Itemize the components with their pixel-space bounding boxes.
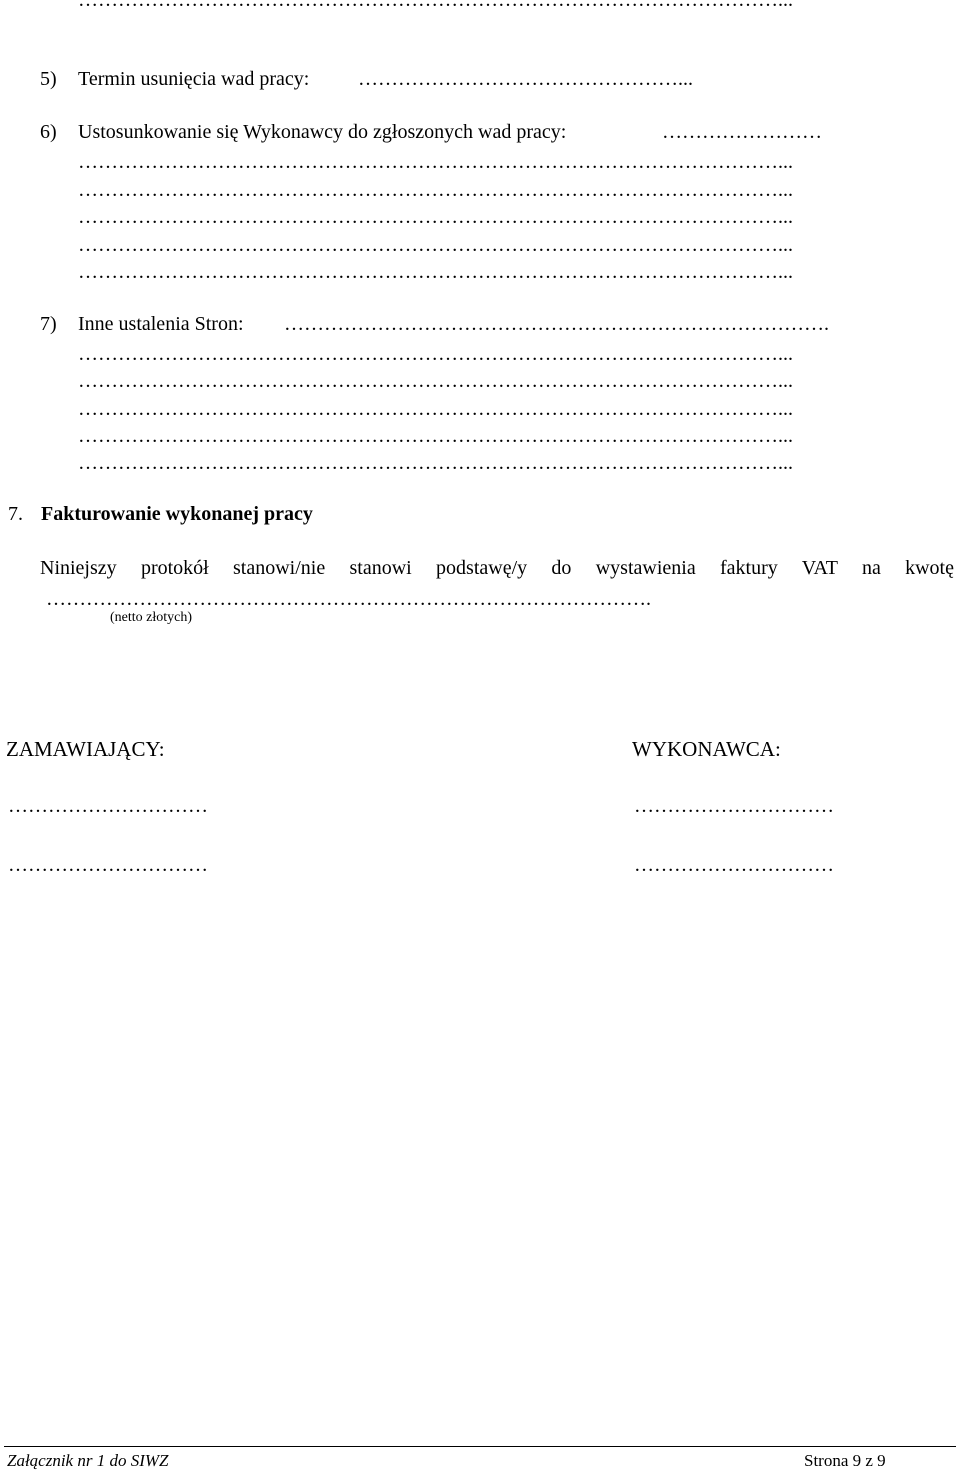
item-6-line-4: ……………………………………………………………………………………………... — [78, 234, 793, 256]
footer-page-number: Strona 9 z 9 — [804, 1451, 886, 1470]
zamawiajacy-signature-line-2: ………………………… — [8, 854, 208, 876]
item-6-line-2: ……………………………………………………………………………………………... — [78, 179, 793, 201]
section-7-paragraph: Niniejszy protokół stanowi/nie stanowi podstawę/y do wystawienia faktury VAT na kwotę — [40, 557, 954, 579]
item-6-fill: …………………… — [662, 121, 822, 143]
item-7-line-5: ……………………………………………………………………………………………... — [78, 452, 793, 474]
wykonawca-signature-line-2: ………………………… — [634, 854, 834, 876]
footer-rule — [4, 1446, 956, 1447]
item-7-number: 7) — [40, 313, 57, 335]
item-6-line-3: ……………………………………………………………………………………………... — [78, 206, 793, 228]
item-6-line-5: ……………………………………………………………………………………………... — [78, 261, 793, 283]
item-5-number: 5) — [40, 68, 57, 90]
item-6-label: Ustosunkowanie się Wykonawcy do zgłoszonych wad pracy: — [78, 121, 567, 143]
section-7-title: Fakturowanie wykonanej pracy — [41, 503, 313, 525]
item-7-line-1: ……………………………………………………………………………………………... — [78, 343, 793, 365]
item-7-line-3: ……………………………………………………………………………………………... — [78, 398, 793, 420]
footer-left: Załącznik nr 1 do SIWZ — [7, 1451, 169, 1470]
item-7-fill: ………………………………………………………………………. — [284, 313, 829, 335]
item-7-label: Inne ustalenia Stron: — [78, 313, 244, 335]
zamawiajacy-title: ZAMAWIAJĄCY: — [6, 737, 165, 761]
wykonawca-signature-line-1: ………………………… — [634, 795, 834, 817]
dotted-line: ……………………………………………………………………………………………... — [78, 0, 793, 11]
item-7-line-2: ……………………………………………………………………………………………... — [78, 370, 793, 392]
amount-note: (netto złotych) — [110, 610, 193, 625]
item-5-fill: …………………………………………... — [358, 68, 693, 90]
item-5-label: Termin usunięcia wad pracy: — [78, 68, 310, 90]
amount-fill: ………………………………………………………………………………. — [46, 588, 651, 610]
zamawiajacy-signature-line-1: ………………………… — [8, 795, 208, 817]
item-6-line-1: ……………………………………………………………………………………………... — [78, 151, 793, 173]
item-6-number: 6) — [40, 121, 57, 143]
wykonawca-title: WYKONAWCA: — [632, 737, 781, 761]
item-7-line-4: ……………………………………………………………………………………………... — [78, 425, 793, 447]
section-7-number: 7. — [8, 503, 23, 525]
